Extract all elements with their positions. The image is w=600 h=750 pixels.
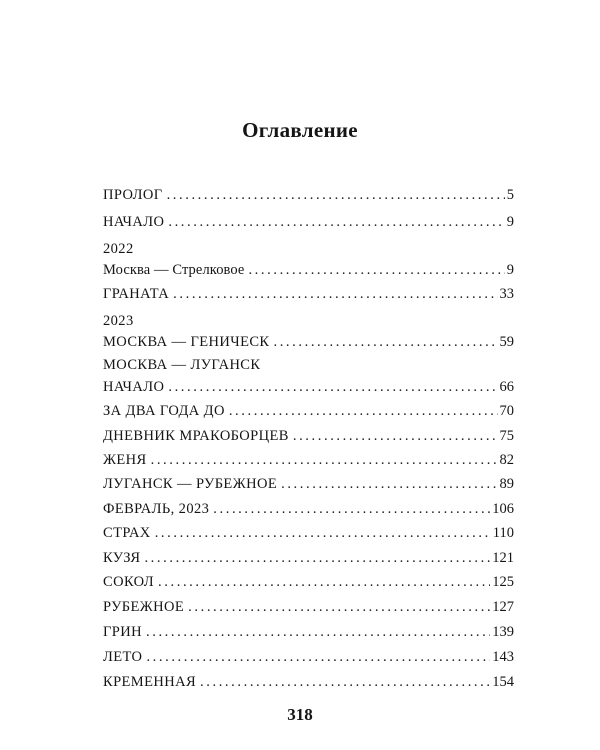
toc-entry-page: 121 bbox=[492, 550, 514, 566]
toc-entry-page: 125 bbox=[492, 574, 514, 590]
toc-entry-leto bbox=[103, 648, 514, 666]
toc-entry-page: 143 bbox=[492, 649, 514, 665]
toc-entry-label: СОКОЛ bbox=[103, 574, 155, 590]
toc-entry-label: ГРАНАТА bbox=[103, 286, 170, 302]
toc-entry-label: ЛУГАНСК — РУБЕЖНОЕ bbox=[103, 476, 278, 492]
dot-leader bbox=[158, 573, 490, 591]
page-number: 318 bbox=[287, 705, 313, 724]
toc-entry-label: ЛЕТО bbox=[103, 649, 143, 665]
dot-leader bbox=[167, 186, 505, 204]
toc-entry-label: ЗА ДВА ГОДА ДО bbox=[103, 403, 225, 419]
toc-entry-label: НАЧАЛО bbox=[103, 379, 165, 395]
dot-leader bbox=[281, 475, 497, 493]
toc-entry-label: ПРОЛОГ bbox=[103, 187, 163, 203]
toc-entry-granata bbox=[103, 285, 514, 303]
toc-entry-za-dva-goda bbox=[103, 402, 514, 420]
toc-entry-lugansk-rubezhnoe bbox=[103, 475, 514, 493]
dot-leader bbox=[146, 623, 490, 641]
toc-entry-fevral bbox=[103, 500, 514, 518]
toc-entry-sokol bbox=[103, 573, 514, 591]
toc-entry-prolog bbox=[103, 186, 514, 204]
toc-entry-page: 154 bbox=[492, 674, 514, 690]
toc-entry-label: ДНЕВНИК МРАКОБОРЦЕВ bbox=[103, 428, 289, 444]
dot-leader bbox=[168, 213, 504, 231]
toc-entry-zhenya bbox=[103, 451, 514, 469]
toc-entry-label: СТРАХ bbox=[103, 525, 151, 541]
toc-entry-strakh bbox=[103, 524, 514, 542]
toc-entry-page: 66 bbox=[499, 379, 514, 395]
toc-entry-label: ГРИН bbox=[103, 624, 142, 640]
toc-entry-label: Москва — Стрелковое bbox=[103, 262, 245, 278]
toc-entry-label: ЖЕНЯ bbox=[103, 452, 147, 468]
toc-entry-label: ФЕВРАЛЬ, 2023 bbox=[103, 501, 210, 517]
page-title: Оглавление bbox=[242, 118, 358, 142]
toc-entry-dnevnik bbox=[103, 427, 514, 445]
toc-entry-label: КРЕМЕННАЯ bbox=[103, 674, 197, 690]
toc-entry-page: 33 bbox=[499, 286, 514, 302]
table-of-contents bbox=[103, 0, 514, 750]
toc-part-moskva-lugansk: МОСКВА — ЛУГАНСК bbox=[103, 357, 261, 373]
dot-leader bbox=[168, 378, 497, 396]
toc-entry-kremennaya bbox=[103, 673, 514, 691]
toc-entry-page: 106 bbox=[492, 501, 514, 517]
toc-entry-page: 5 bbox=[506, 187, 514, 203]
toc-entry-page: 70 bbox=[499, 403, 514, 419]
dot-leader bbox=[248, 261, 504, 279]
toc-section-year-2022: 2022 bbox=[103, 241, 134, 257]
toc-entry-page: 9 bbox=[506, 214, 514, 230]
dot-leader bbox=[173, 285, 497, 303]
toc-entry-nachalo-2 bbox=[103, 378, 514, 396]
toc-entry-page: 82 bbox=[499, 452, 514, 468]
dot-leader bbox=[188, 598, 490, 616]
toc-entry-label: РУБЕЖНОЕ bbox=[103, 599, 185, 615]
toc-entry-label: КУЗЯ bbox=[103, 550, 141, 566]
toc-entry-page: 89 bbox=[499, 476, 514, 492]
dot-leader bbox=[200, 673, 490, 691]
dot-leader bbox=[155, 524, 491, 542]
toc-entry-label: МОСКВА — ГЕНИЧЕСК bbox=[103, 334, 270, 350]
dot-leader bbox=[151, 451, 498, 469]
toc-entry-grin bbox=[103, 623, 514, 641]
dot-leader bbox=[146, 648, 490, 666]
toc-entry-page: 127 bbox=[492, 599, 514, 615]
toc-entry-moskva-strelkovoe bbox=[103, 261, 514, 279]
toc-section-year-2023: 2023 bbox=[103, 313, 134, 329]
dot-leader bbox=[144, 549, 490, 567]
toc-entry-kuzya bbox=[103, 549, 514, 567]
dot-leader bbox=[213, 500, 490, 518]
toc-entry-page: 139 bbox=[492, 624, 514, 640]
toc-entry-page: 9 bbox=[506, 262, 514, 278]
dot-leader bbox=[273, 333, 497, 351]
dot-leader bbox=[229, 402, 498, 420]
toc-entry-page: 75 bbox=[499, 428, 514, 444]
dot-leader bbox=[293, 427, 498, 445]
toc-entry-label: НАЧАЛО bbox=[103, 214, 165, 230]
toc-entry-moskva-genichesk bbox=[103, 333, 514, 351]
toc-entry-nachalo bbox=[103, 213, 514, 231]
toc-entry-rubezhnoe bbox=[103, 598, 514, 616]
toc-entry-page: 59 bbox=[499, 334, 514, 350]
toc-entry-page: 110 bbox=[492, 525, 514, 541]
